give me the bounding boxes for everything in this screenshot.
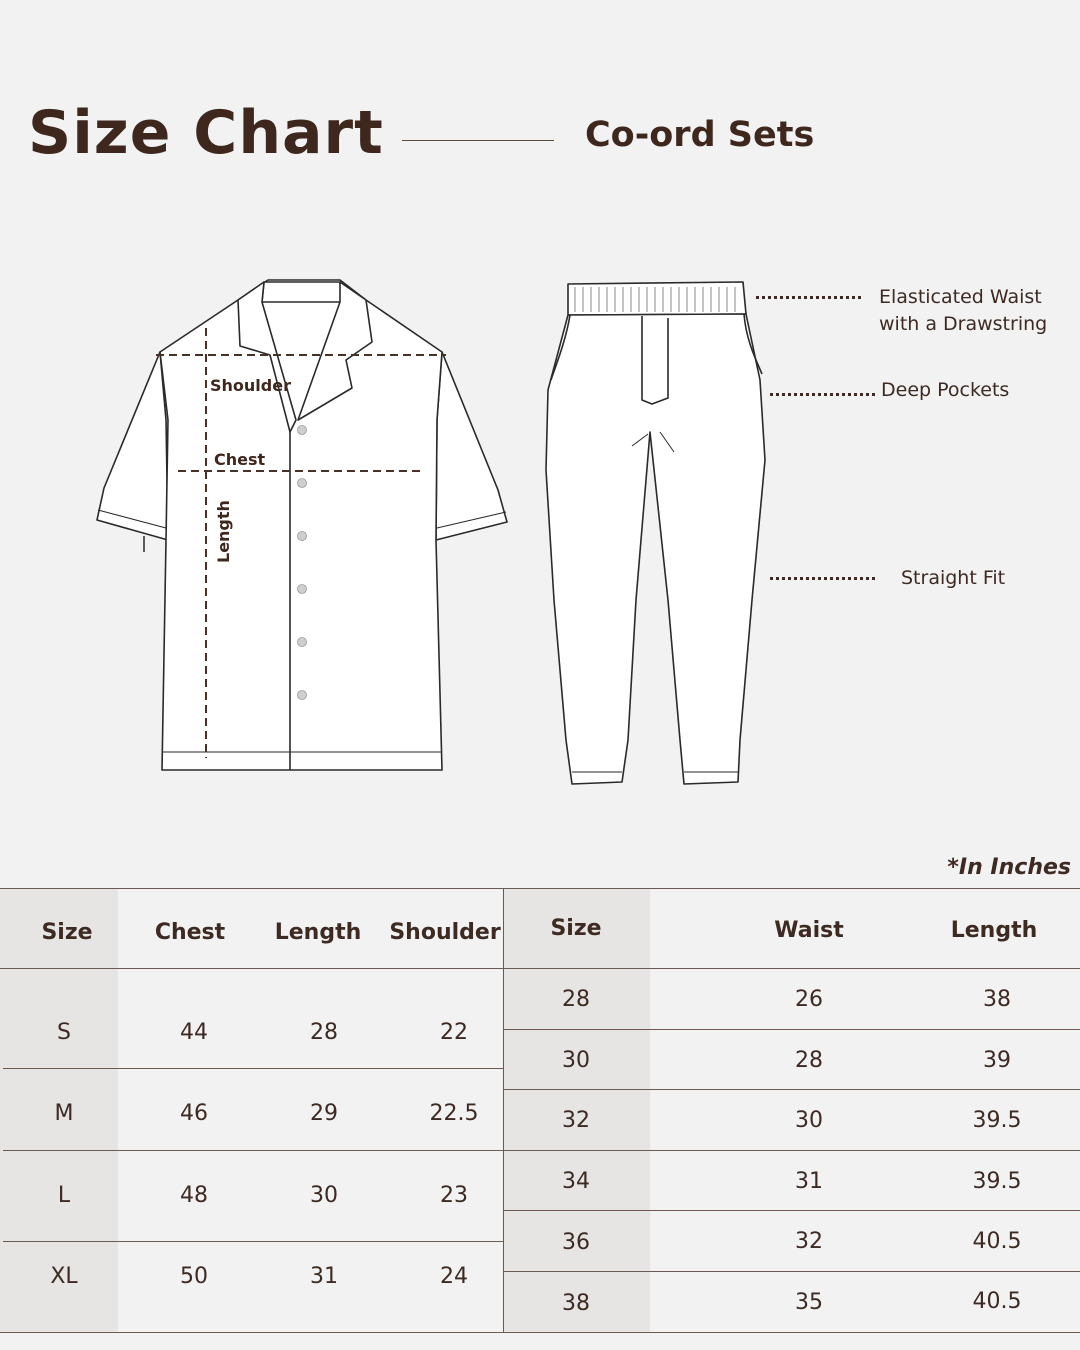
shirt-row-border [3, 1150, 503, 1151]
table-cell: L [57, 1182, 71, 1208]
table-cell: 36 [562, 1229, 590, 1255]
waist-callout-line1: Elasticated Waist [879, 286, 1042, 308]
pant-row-border [504, 1210, 1080, 1211]
pant-header-length: Length [950, 917, 1038, 943]
pant-row-border [504, 1089, 1080, 1090]
pockets-callout-line [770, 393, 875, 396]
table-cell: 31 [310, 1263, 338, 1289]
pants-illustration [546, 282, 765, 784]
pant-row-border [504, 1271, 1080, 1272]
table-cell: 35 [795, 1289, 823, 1315]
table-cell: 39.5 [972, 1168, 1022, 1194]
fit-callout: Straight Fit [901, 567, 1006, 589]
table-cell: 23 [440, 1182, 468, 1208]
table-cell: 40.5 [972, 1228, 1022, 1254]
length-label: Length [214, 500, 233, 563]
table-cell: 44 [180, 1019, 208, 1045]
fit-callout-line [770, 577, 875, 580]
shirt-header-chest: Chest [154, 919, 226, 945]
unit-note: *In Inches [947, 855, 1071, 880]
pant-header-waist: Waist [774, 917, 844, 943]
table-cell: 46 [180, 1100, 208, 1126]
table-cell: 34 [562, 1168, 590, 1194]
chest-label: Chest [214, 450, 266, 469]
table-cell: 38 [562, 1290, 590, 1316]
table-cell: M [54, 1100, 74, 1126]
pant-header-size: Size [550, 915, 602, 941]
table-cell: 32 [562, 1107, 590, 1133]
pockets-callout: Deep Pockets [881, 379, 1010, 401]
table-bottom-border [0, 1332, 1080, 1333]
table-cell: 31 [795, 1168, 823, 1194]
table-cell: 26 [795, 986, 823, 1012]
table-cell: 22 [440, 1019, 468, 1045]
table-header-border [0, 968, 1080, 969]
page-subtitle: Co-ord Sets [585, 115, 815, 155]
shirt-header-shoulder: Shoulder [389, 919, 501, 945]
waist-callout-line2: with a Drawstring [879, 313, 1048, 335]
table-cell: 32 [795, 1228, 823, 1254]
table-cell: 30 [562, 1047, 590, 1073]
shoulder-label: Shoulder [210, 376, 291, 395]
table-cell: 29 [310, 1100, 338, 1126]
pant-row-border [504, 1150, 1080, 1151]
table-top-border [0, 888, 1080, 889]
table-cell: 28 [310, 1019, 338, 1045]
table-cell: 50 [180, 1263, 208, 1289]
table-cell: 28 [795, 1047, 823, 1073]
page-title: Size Chart [28, 98, 384, 168]
table-cell: S [57, 1019, 71, 1045]
shirt-header-size: Size [41, 919, 93, 945]
pant-row-border [504, 1029, 1080, 1030]
shirt-row-border [3, 1241, 503, 1242]
table-cell: 30 [795, 1107, 823, 1133]
table-cell: 30 [310, 1182, 338, 1208]
waistband-ribbing [575, 287, 735, 312]
shirt-header-length: Length [274, 919, 362, 945]
table-cell: 48 [180, 1182, 208, 1208]
table-cell: 39 [983, 1047, 1011, 1073]
shirt-row-border [3, 1068, 503, 1069]
table-cell: 22.5 [429, 1100, 479, 1126]
table-cell: 24 [440, 1263, 468, 1289]
table-cell: XL [50, 1263, 78, 1289]
table-cell: 28 [562, 986, 590, 1012]
table-cell: 38 [983, 986, 1011, 1012]
table-cell: 40.5 [972, 1288, 1022, 1314]
table-cell: 39.5 [972, 1107, 1022, 1133]
waist-callout-line [756, 296, 861, 299]
